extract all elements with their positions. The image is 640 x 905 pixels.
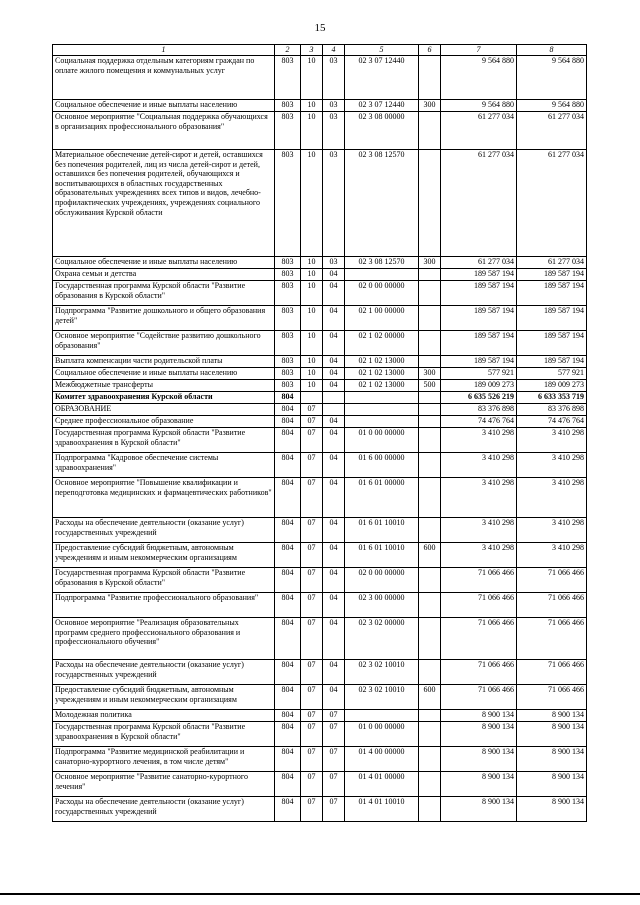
target-article-cell xyxy=(345,392,419,404)
sum-year2-cell: 9 564 880 xyxy=(517,100,587,112)
row-name-cell: Предоставление субсидий бюджетным, автономным учреждениям и иным некоммерческим организациям xyxy=(53,685,275,710)
header-cell: 8 xyxy=(517,45,587,56)
grbs-cell: 803 xyxy=(275,380,301,392)
table-row xyxy=(53,722,587,747)
grbs-cell: 804 xyxy=(275,797,301,822)
grbs-cell: 804 xyxy=(275,593,301,618)
target-article-cell: 01 4 01 10010 xyxy=(345,797,419,822)
grbs-cell: 803 xyxy=(275,100,301,112)
sum-year1-cell: 8 900 134 xyxy=(441,772,517,797)
sum-year1-cell: 577 921 xyxy=(441,368,517,380)
sum-year1-cell: 8 900 134 xyxy=(441,747,517,772)
header-cell: 4 xyxy=(323,45,345,56)
subsection-cell: 04 xyxy=(323,331,345,356)
section-cell: 07 xyxy=(301,428,323,453)
section-cell: 10 xyxy=(301,150,323,257)
grbs-cell: 803 xyxy=(275,281,301,306)
target-article-cell: 02 0 00 00000 xyxy=(345,568,419,593)
sum-year1-cell: 71 066 466 xyxy=(441,593,517,618)
subsection-cell: 04 xyxy=(323,518,345,543)
grbs-cell: 804 xyxy=(275,618,301,660)
row-name-cell: Среднее профессиональное образование xyxy=(53,416,275,428)
row-name-cell: Государственная программа Курской области "Развитие здравоохранения в Курской области" xyxy=(53,428,275,453)
expense-type-cell xyxy=(419,281,441,306)
table-row xyxy=(53,269,587,281)
row-name-cell: Подпрограмма "Развитие медицинской реабилитации и санаторно-курортного лечения, в том числе детям" xyxy=(53,747,275,772)
subsection-cell: 04 xyxy=(323,543,345,568)
row-name-cell: Социальное обеспечение и иные выплаты населению xyxy=(53,100,275,112)
grbs-cell: 803 xyxy=(275,150,301,257)
grbs-cell: 804 xyxy=(275,710,301,722)
sum-year1-cell: 71 066 466 xyxy=(441,568,517,593)
section-cell: 07 xyxy=(301,660,323,685)
expense-type-cell xyxy=(419,568,441,593)
target-article-cell: 02 1 02 13000 xyxy=(345,356,419,368)
section-cell: 10 xyxy=(301,257,323,269)
expense-type-cell: 300 xyxy=(419,257,441,269)
sum-year2-cell: 189 587 194 xyxy=(517,331,587,356)
row-name-cell: Расходы на обеспечение деятельности (оказание услуг) государственных учреждений xyxy=(53,797,275,822)
sum-year1-cell: 9 564 880 xyxy=(441,56,517,100)
expense-type-cell xyxy=(419,518,441,543)
sum-year2-cell: 8 900 134 xyxy=(517,710,587,722)
subsection-cell: 04 xyxy=(323,618,345,660)
row-name-cell: Подпрограмма "Развитие профессионального образования" xyxy=(53,593,275,618)
row-name-cell: Государственная программа Курской области "Развитие образования в Курской области" xyxy=(53,281,275,306)
target-article-cell: 01 4 00 00000 xyxy=(345,747,419,772)
section-cell: 10 xyxy=(301,356,323,368)
row-name-cell: Охрана семьи и детства xyxy=(53,269,275,281)
expense-type-cell xyxy=(419,618,441,660)
section-cell: 10 xyxy=(301,269,323,281)
expense-type-cell: 300 xyxy=(419,368,441,380)
subsection-cell: 03 xyxy=(323,56,345,100)
subsection-cell: 04 xyxy=(323,428,345,453)
subsection-cell: 03 xyxy=(323,257,345,269)
section-cell: 07 xyxy=(301,797,323,822)
table-row xyxy=(53,593,587,618)
expense-type-cell: 300 xyxy=(419,100,441,112)
grbs-cell: 803 xyxy=(275,257,301,269)
row-name-cell: Основное мероприятие "Реализация образовательных программ среднего профессионального образования и профессионального обучения" xyxy=(53,618,275,660)
section-cell: 07 xyxy=(301,404,323,416)
sum-year1-cell: 189 587 194 xyxy=(441,269,517,281)
table-row xyxy=(53,543,587,568)
sum-year1-cell: 83 376 898 xyxy=(441,404,517,416)
table-row xyxy=(53,331,587,356)
expense-type-cell xyxy=(419,710,441,722)
target-article-cell xyxy=(345,269,419,281)
expense-type-cell xyxy=(419,150,441,257)
sum-year2-cell: 189 587 194 xyxy=(517,356,587,368)
expense-type-cell xyxy=(419,722,441,747)
expense-type-cell xyxy=(419,392,441,404)
row-name-cell: Подпрограмма "Кадровое обеспечение системы здравоохранения" xyxy=(53,453,275,478)
section-cell: 10 xyxy=(301,56,323,100)
row-name-cell: Материальное обеспечение детей-сирот и детей, оставшихся без попечения родителей, лиц из числа детей-сирот и детей, оставшихся без попечения родителей, обучающихся и воспитывающихся в областных государственных образовательных учреждениях всех типов и видов, лечебно-профилактических учреждениях, учреждениях социального обслуживания Курской области xyxy=(53,150,275,257)
sum-year2-cell: 189 587 194 xyxy=(517,306,587,331)
subsection-cell: 07 xyxy=(323,772,345,797)
table-row xyxy=(53,392,587,404)
target-article-cell xyxy=(345,710,419,722)
subsection-cell: 07 xyxy=(323,797,345,822)
table-row xyxy=(53,478,587,518)
row-name-cell: Государственная программа Курской области "Развитие образования в Курской области" xyxy=(53,568,275,593)
target-article-cell: 02 3 08 00000 xyxy=(345,112,419,150)
expense-type-cell xyxy=(419,404,441,416)
target-article-cell: 01 6 01 10010 xyxy=(345,518,419,543)
sum-year2-cell: 61 277 034 xyxy=(517,257,587,269)
subsection-cell: 04 xyxy=(323,269,345,281)
target-article-cell: 02 3 07 12440 xyxy=(345,100,419,112)
row-name-cell: Социальное обеспечение и иные выплаты населению xyxy=(53,257,275,269)
table-row xyxy=(53,306,587,331)
expense-type-cell xyxy=(419,356,441,368)
section-cell: 10 xyxy=(301,368,323,380)
expense-type-cell xyxy=(419,331,441,356)
subsection-cell: 04 xyxy=(323,281,345,306)
bottom-rule xyxy=(0,893,640,895)
table-header-row xyxy=(53,45,587,56)
header-cell: 5 xyxy=(345,45,419,56)
sum-year2-cell: 8 900 134 xyxy=(517,722,587,747)
sum-year2-cell: 71 066 466 xyxy=(517,593,587,618)
sum-year2-cell: 189 587 194 xyxy=(517,281,587,306)
target-article-cell: 02 3 02 10010 xyxy=(345,685,419,710)
row-name-cell: Основное мероприятие "Содействие развитию дошкольного образования" xyxy=(53,331,275,356)
target-article-cell: 01 6 01 00000 xyxy=(345,478,419,518)
expense-type-cell xyxy=(419,478,441,518)
sum-year2-cell: 71 066 466 xyxy=(517,568,587,593)
expense-type-cell xyxy=(419,269,441,281)
subsection-cell xyxy=(323,404,345,416)
target-article-cell: 01 0 00 00000 xyxy=(345,722,419,747)
row-name-cell: Выплата компенсации части родительской платы xyxy=(53,356,275,368)
table-body xyxy=(53,56,587,822)
sum-year1-cell: 71 066 466 xyxy=(441,685,517,710)
row-name-cell: Комитет здравоохранения Курской области xyxy=(53,392,275,404)
expense-type-cell xyxy=(419,747,441,772)
table-row xyxy=(53,453,587,478)
sum-year1-cell: 189 009 273 xyxy=(441,380,517,392)
subsection-cell: 04 xyxy=(323,356,345,368)
table-row xyxy=(53,112,587,150)
grbs-cell: 804 xyxy=(275,747,301,772)
table-row xyxy=(53,660,587,685)
grbs-cell: 804 xyxy=(275,392,301,404)
section-cell: 10 xyxy=(301,331,323,356)
header-cell: 6 xyxy=(419,45,441,56)
section-cell: 07 xyxy=(301,593,323,618)
grbs-cell: 803 xyxy=(275,368,301,380)
row-name-cell: Расходы на обеспечение деятельности (оказание услуг) государственных учреждений xyxy=(53,518,275,543)
target-article-cell: 02 0 00 00000 xyxy=(345,281,419,306)
table-row xyxy=(53,710,587,722)
subsection-cell: 04 xyxy=(323,453,345,478)
target-article-cell: 02 1 02 13000 xyxy=(345,368,419,380)
section-cell: 07 xyxy=(301,478,323,518)
target-article-cell: 02 3 08 12570 xyxy=(345,150,419,257)
sum-year2-cell: 8 900 134 xyxy=(517,747,587,772)
grbs-cell: 803 xyxy=(275,56,301,100)
sum-year1-cell: 71 066 466 xyxy=(441,660,517,685)
section-cell: 07 xyxy=(301,543,323,568)
grbs-cell: 803 xyxy=(275,306,301,331)
table-row xyxy=(53,56,587,100)
header-cell: 7 xyxy=(441,45,517,56)
subsection-cell: 03 xyxy=(323,150,345,257)
sum-year1-cell: 189 587 194 xyxy=(441,331,517,356)
section-cell: 07 xyxy=(301,568,323,593)
grbs-cell: 804 xyxy=(275,518,301,543)
target-article-cell: 02 3 07 12440 xyxy=(345,56,419,100)
target-article-cell: 01 0 00 00000 xyxy=(345,428,419,453)
sum-year2-cell: 3 410 298 xyxy=(517,453,587,478)
table-row xyxy=(53,685,587,710)
target-article-cell: 02 1 02 13000 xyxy=(345,380,419,392)
subsection-cell: 04 xyxy=(323,478,345,518)
row-name-cell: Подпрограмма "Развитие дошкольного и общего образования детей" xyxy=(53,306,275,331)
sum-year1-cell: 8 900 134 xyxy=(441,722,517,747)
page-number: 15 xyxy=(314,22,326,34)
sum-year2-cell: 71 066 466 xyxy=(517,660,587,685)
grbs-cell: 803 xyxy=(275,356,301,368)
grbs-cell: 803 xyxy=(275,112,301,150)
sum-year2-cell: 189 009 273 xyxy=(517,380,587,392)
expense-type-cell xyxy=(419,660,441,685)
row-name-cell: Основное мероприятие "Социальная поддержка обучающихся в организациях профессионального образования" xyxy=(53,112,275,150)
sum-year2-cell: 83 376 898 xyxy=(517,404,587,416)
grbs-cell: 804 xyxy=(275,428,301,453)
sum-year1-cell: 3 410 298 xyxy=(441,518,517,543)
expense-type-cell xyxy=(419,797,441,822)
sum-year1-cell: 8 900 134 xyxy=(441,710,517,722)
sum-year2-cell: 8 900 134 xyxy=(517,772,587,797)
table-row xyxy=(53,568,587,593)
sum-year1-cell: 3 410 298 xyxy=(441,453,517,478)
row-name-cell: Социальное обеспечение и иные выплаты населению xyxy=(53,368,275,380)
sum-year2-cell: 8 900 134 xyxy=(517,797,587,822)
row-name-cell: Государственная программа Курской области "Развитие здравоохранения в Курской области" xyxy=(53,722,275,747)
subsection-cell xyxy=(323,392,345,404)
grbs-cell: 804 xyxy=(275,685,301,710)
section-cell: 07 xyxy=(301,710,323,722)
subsection-cell: 04 xyxy=(323,368,345,380)
sum-year2-cell: 9 564 880 xyxy=(517,56,587,100)
row-name-cell: Расходы на обеспечение деятельности (оказание услуг) государственных учреждений xyxy=(53,660,275,685)
sum-year1-cell: 71 066 466 xyxy=(441,618,517,660)
grbs-cell: 803 xyxy=(275,269,301,281)
row-name-cell: ОБРАЗОВАНИЕ xyxy=(53,404,275,416)
table-row xyxy=(53,356,587,368)
row-name-cell: Основное мероприятие "Развитие санаторно-курортного лечения" xyxy=(53,772,275,797)
target-article-cell xyxy=(345,404,419,416)
subsection-cell: 07 xyxy=(323,710,345,722)
subsection-cell: 03 xyxy=(323,100,345,112)
table-row xyxy=(53,747,587,772)
expense-type-cell xyxy=(419,428,441,453)
grbs-cell: 804 xyxy=(275,772,301,797)
subsection-cell: 04 xyxy=(323,380,345,392)
table-row xyxy=(53,100,587,112)
budget-table xyxy=(52,44,587,822)
section-cell: 10 xyxy=(301,100,323,112)
sum-year1-cell: 3 410 298 xyxy=(441,543,517,568)
sum-year2-cell: 3 410 298 xyxy=(517,478,587,518)
expense-type-cell: 600 xyxy=(419,685,441,710)
grbs-cell: 804 xyxy=(275,568,301,593)
table-row xyxy=(53,257,587,269)
sum-year1-cell: 61 277 034 xyxy=(441,150,517,257)
table-row xyxy=(53,428,587,453)
row-name-cell: Предоставление субсидий бюджетным, автономным учреждениям и иным некоммерческим организациям xyxy=(53,543,275,568)
table-row xyxy=(53,368,587,380)
subsection-cell: 03 xyxy=(323,112,345,150)
grbs-cell: 804 xyxy=(275,416,301,428)
target-article-cell: 02 1 00 00000 xyxy=(345,306,419,331)
row-name-cell: Межбюджетные трансферты xyxy=(53,380,275,392)
sum-year2-cell: 189 587 194 xyxy=(517,269,587,281)
table-row xyxy=(53,797,587,822)
row-name-cell: Социальная поддержка отдельным категориям граждан по оплате жилого помещения и коммунальных услуг xyxy=(53,56,275,100)
sum-year2-cell: 61 277 034 xyxy=(517,112,587,150)
sum-year1-cell: 61 277 034 xyxy=(441,257,517,269)
section-cell: 07 xyxy=(301,722,323,747)
sum-year1-cell: 74 476 764 xyxy=(441,416,517,428)
target-article-cell: 02 3 02 00000 xyxy=(345,618,419,660)
sum-year2-cell: 71 066 466 xyxy=(517,618,587,660)
subsection-cell: 07 xyxy=(323,747,345,772)
expense-type-cell xyxy=(419,112,441,150)
target-article-cell: 02 3 08 12570 xyxy=(345,257,419,269)
sum-year1-cell: 189 587 194 xyxy=(441,306,517,331)
expense-type-cell: 600 xyxy=(419,543,441,568)
target-article-cell: 01 6 01 10010 xyxy=(345,543,419,568)
sum-year2-cell: 71 066 466 xyxy=(517,685,587,710)
sum-year2-cell: 3 410 298 xyxy=(517,518,587,543)
subsection-cell: 07 xyxy=(323,722,345,747)
grbs-cell: 803 xyxy=(275,331,301,356)
section-cell: 10 xyxy=(301,112,323,150)
sum-year1-cell: 189 587 194 xyxy=(441,281,517,306)
expense-type-cell xyxy=(419,772,441,797)
target-article-cell: 02 3 00 00000 xyxy=(345,593,419,618)
grbs-cell: 804 xyxy=(275,660,301,685)
sum-year2-cell: 577 921 xyxy=(517,368,587,380)
expense-type-cell xyxy=(419,453,441,478)
target-article-cell: 02 1 02 00000 xyxy=(345,331,419,356)
table-row xyxy=(53,618,587,660)
sum-year1-cell: 8 900 134 xyxy=(441,797,517,822)
sum-year2-cell: 61 277 034 xyxy=(517,150,587,257)
header-cell: 1 xyxy=(53,45,275,56)
section-cell: 10 xyxy=(301,380,323,392)
section-cell: 07 xyxy=(301,685,323,710)
sum-year2-cell: 6 633 353 719 xyxy=(517,392,587,404)
expense-type-cell: 500 xyxy=(419,380,441,392)
subsection-cell: 04 xyxy=(323,306,345,331)
table-row xyxy=(53,281,587,306)
sum-year2-cell: 3 410 298 xyxy=(517,543,587,568)
subsection-cell: 04 xyxy=(323,568,345,593)
section-cell: 07 xyxy=(301,618,323,660)
grbs-cell: 804 xyxy=(275,543,301,568)
subsection-cell: 04 xyxy=(323,660,345,685)
sum-year1-cell: 3 410 298 xyxy=(441,428,517,453)
section-cell: 07 xyxy=(301,518,323,543)
sum-year1-cell: 61 277 034 xyxy=(441,112,517,150)
expense-type-cell xyxy=(419,593,441,618)
table-row xyxy=(53,380,587,392)
section-cell: 10 xyxy=(301,306,323,331)
sum-year1-cell: 3 410 298 xyxy=(441,478,517,518)
target-article-cell: 01 4 01 00000 xyxy=(345,772,419,797)
header-cell: 2 xyxy=(275,45,301,56)
sum-year1-cell: 189 587 194 xyxy=(441,356,517,368)
expense-type-cell xyxy=(419,416,441,428)
section-cell xyxy=(301,392,323,404)
grbs-cell: 804 xyxy=(275,453,301,478)
table-row xyxy=(53,772,587,797)
sum-year1-cell: 6 635 526 219 xyxy=(441,392,517,404)
sum-year2-cell: 74 476 764 xyxy=(517,416,587,428)
subsection-cell: 04 xyxy=(323,593,345,618)
subsection-cell: 04 xyxy=(323,685,345,710)
grbs-cell: 804 xyxy=(275,722,301,747)
section-cell: 07 xyxy=(301,747,323,772)
section-cell: 07 xyxy=(301,416,323,428)
row-name-cell: Молодежная политика xyxy=(53,710,275,722)
sum-year1-cell: 9 564 880 xyxy=(441,100,517,112)
target-article-cell: 02 3 02 10010 xyxy=(345,660,419,685)
section-cell: 07 xyxy=(301,772,323,797)
target-article-cell xyxy=(345,416,419,428)
expense-type-cell xyxy=(419,56,441,100)
table-row xyxy=(53,518,587,543)
target-article-cell: 01 6 00 00000 xyxy=(345,453,419,478)
expense-type-cell xyxy=(419,306,441,331)
sum-year2-cell: 3 410 298 xyxy=(517,428,587,453)
table-row xyxy=(53,150,587,257)
header-cell: 3 xyxy=(301,45,323,56)
table-row xyxy=(53,404,587,416)
section-cell: 10 xyxy=(301,281,323,306)
section-cell: 07 xyxy=(301,453,323,478)
table-row xyxy=(53,416,587,428)
grbs-cell: 804 xyxy=(275,404,301,416)
grbs-cell: 804 xyxy=(275,478,301,518)
subsection-cell: 04 xyxy=(323,416,345,428)
row-name-cell: Основное мероприятие "Повышение квалификации и переподготовка медицинских и фармацевтических работников" xyxy=(53,478,275,518)
